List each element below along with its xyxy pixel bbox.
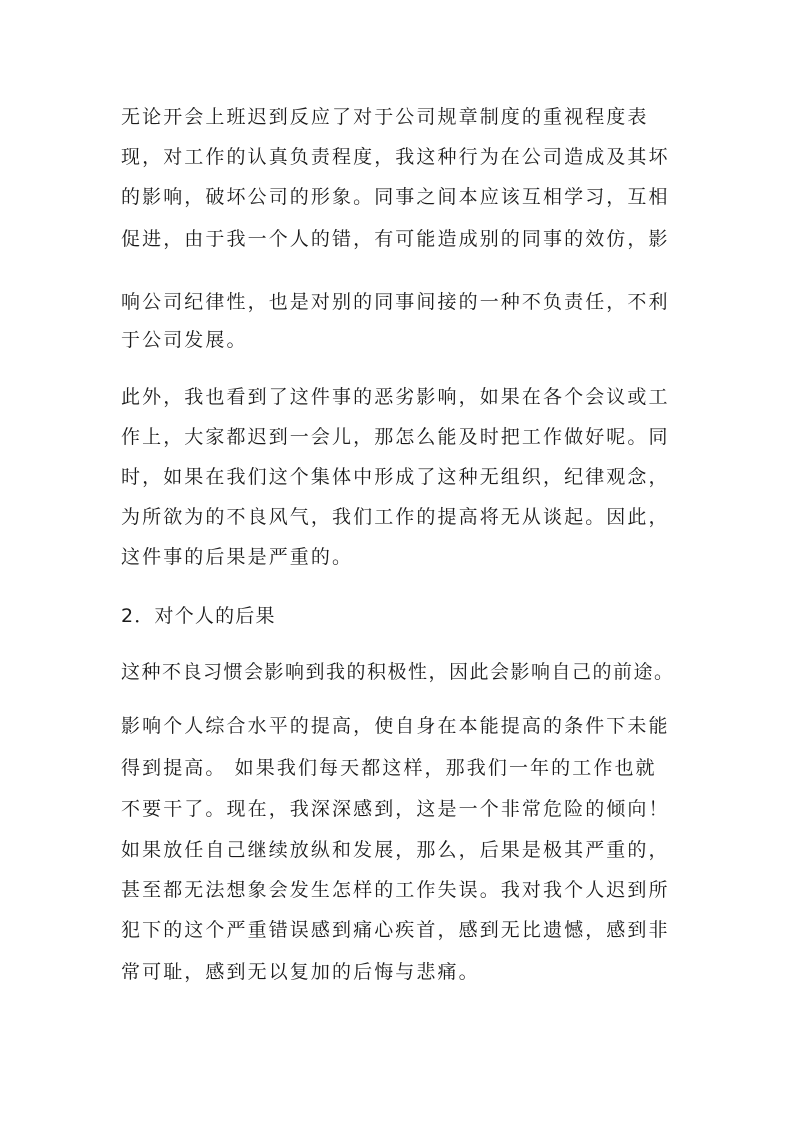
text-line-10: 为所欲为的不良风气，我们工作的提高将无从谈起。因此， [121, 506, 670, 528]
text-line-14: 影响个人综合水平的提高，使自身在本能提高的条件下未能 [121, 715, 670, 737]
text-line-18: 甚至都无法想象会发生怎样的工作失误。我对我个人迟到所 [121, 879, 670, 901]
text-line-17: 如果放任自己继续放纵和发展，那么，后果是极其严重的， [121, 839, 670, 861]
text-line-2: 现，对工作的认真负责程度，我这种行为在公司造成及其坏 [121, 146, 670, 168]
text-line-20: 常可耻，感到无以复加的后悔与悲痛。 [121, 961, 480, 983]
text-line-3: 的影响，破坏公司的形象。同事之间本应该互相学习，互相 [121, 186, 670, 208]
text-line-1: 无论开会上班迟到反应了对于公司规章制度的重视程度表 [121, 106, 649, 128]
text-line-8: 作上，大家都迟到一会儿，那怎么能及时把工作做好呢。同 [121, 426, 670, 448]
text-line-9: 时，如果在我们这个集体中形成了这种无组织，纪律观念， [121, 466, 670, 488]
text-line-6: 于公司发展。 [121, 329, 248, 351]
text-line-7: 此外，我也看到了这件事的恶劣影响，如果在各个会议或工 [121, 386, 670, 408]
text-line-11: 这件事的后果是严重的。 [121, 546, 354, 568]
text-line-15: 得到提高。 如果我们每天都这样，那我们一年的工作也就 [121, 757, 657, 779]
text-line-16: 不要干了。现在，我深深感到，这是一个非常危险的倾向！ [121, 798, 670, 820]
text-line-4: 促进，由于我一个人的错，有可能造成别的同事的效仿，影 [121, 228, 670, 250]
text-line-19: 犯下的这个严重错误感到痛心疾首，感到无比遗憾，感到非 [121, 919, 670, 941]
text-line-5: 响公司纪律性，也是对别的同事间接的一种不负责任，不利 [121, 291, 670, 313]
section-heading: 2．对个人的后果 [121, 605, 276, 627]
text-line-13: 这种不良习惯会影响到我的积极性，因此会影响自己的前途。 [121, 661, 675, 683]
